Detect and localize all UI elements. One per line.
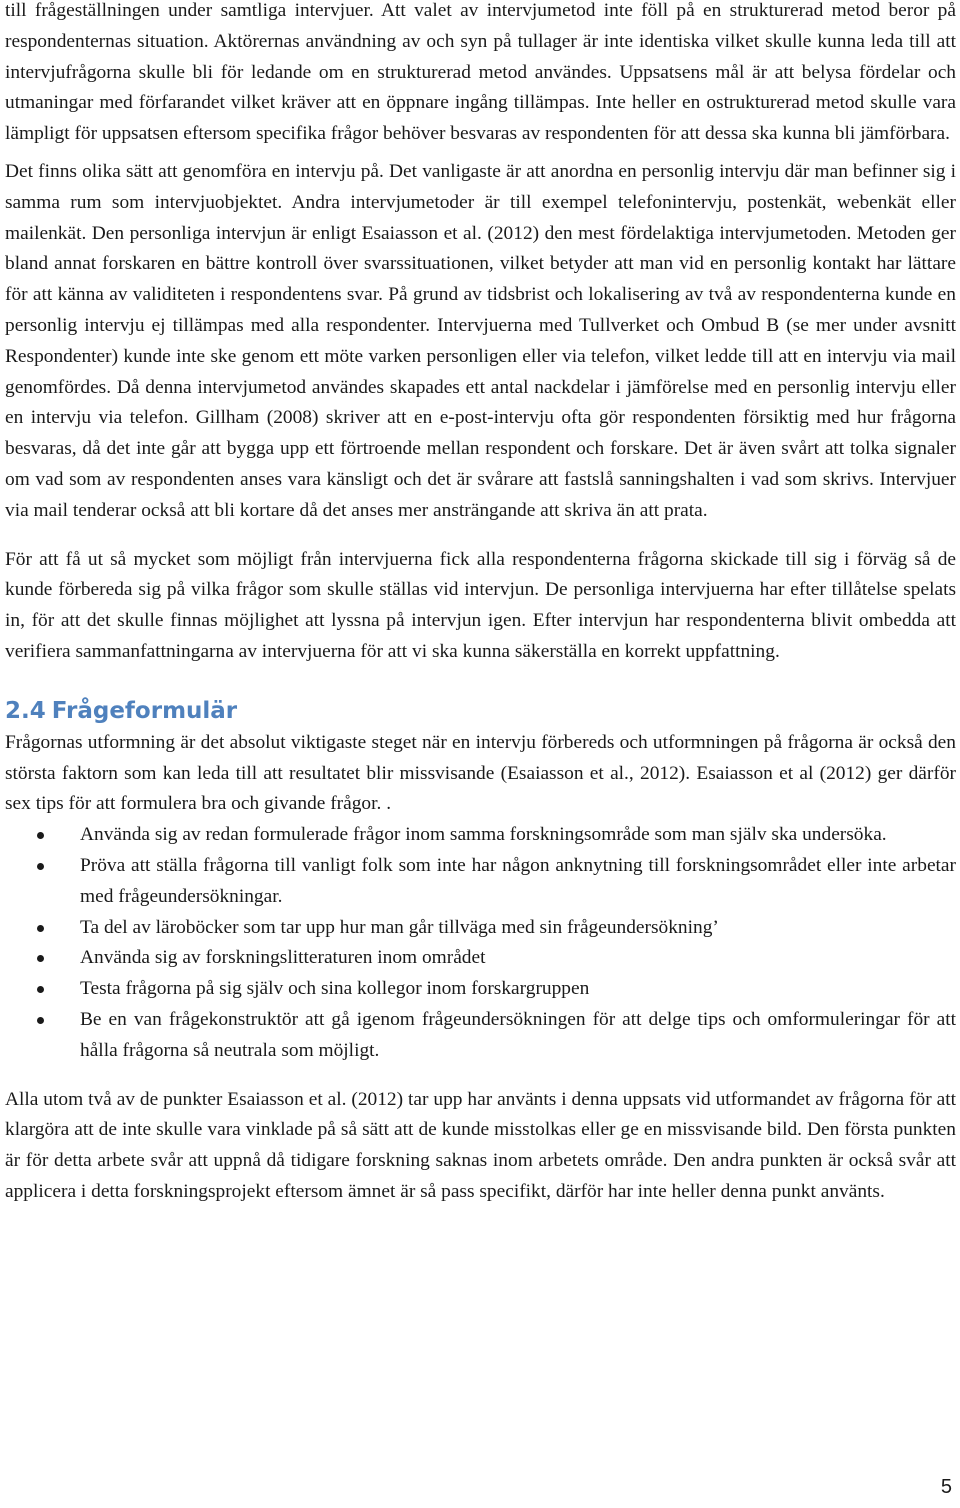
bullet-icon [37, 955, 44, 962]
section-title: Frågeformulär [51, 697, 238, 724]
list-item: Använda sig av redan formulerade frågor inom samma forskningsområde som man själv ska undersöka. [5, 820, 956, 851]
bullet-icon [37, 863, 44, 870]
list-item: Be en van frågekonstruktör att gå igenom frågeundersökningen för att delge tips och omformuleringar för att hålla frågorna så neutrala som möjligt. [5, 1005, 956, 1067]
list-item: Pröva att ställa frågorna till vanligt folk som inte har någon anknytning till forskningsområdet eller inte arbetar med frågeundersökningar. [5, 851, 956, 913]
section-intro-paragraph: Frågornas utformning är det absolut viktigaste steget när en intervju förbereds och utformningen på frågorna är också den största faktorn som kan leda till att resultatet blir missvisande (Esaiasson et al., 2012). Esaiasson et al (2012) ger därför sex tips för att formulera bra och givande frågor. . [5, 731, 956, 815]
list-item: Använda sig av forskningslitteraturen inom området [5, 943, 956, 974]
bullet-icon [37, 832, 44, 839]
section-heading [5, 696, 956, 726]
section-number: 2.4 [5, 697, 46, 724]
list-item: Testa frågorna på sig själv och sina kollegor inom forskargruppen [5, 974, 956, 1005]
paragraph-interview-types: Det finns olika sätt att genomföra en intervju på. Det vanligaste är att anordna en personlig intervju där man befinner sig i samma rum som intervjuobjektet. Andra intervjumetoder är till exempel telefonintervju, postenkät, webenkät eller mailenkät. Den personliga intervjun är enligt Esaiasson et al. (2012) den mest fördelaktiga intervjumetoden. Metoden ger bland annat forskaren en bättre kontroll över svarssituationen, vilket betyder att man vid en personlig kontakt har lättare för att känna av validiteten i respondentens svar. På grund av tidsbrist och lokalisering av två av respondenterna kunde en personlig intervju ej tillämpas med alla respondenter. Intervjuerna med Tullverket och Ombud B (se mer under avsnitt Respondenter) kunde inte ske genom ett möte varken personligen eller via telefon, vilket ledde till att en intervju via mail genomfördes. Då denna intervjumetod användes skapades ett antal nackdelar i jämförelse med en personlig intervju eller en intervju via telefon. Gillham (2008) skriver att en e-post-intervju ofta gör respondenten försiktig med hur frågorna besvaras, då det inte går att bygga upp ett förtroende mellan respondent och forskare. Det är även svårt att tolka signaler om vad som av respondenten anses vara känsligt och det är svårare att fastslå sanningshalten i vad som skrivs. Intervjuer via mail tenderar också att bli kortare då det anses mer ansträngande att skriva än att prata. [5, 160, 956, 521]
list-item: Ta del av läroböcker som tar upp hur man går tillväga med sin frågeundersökning’ [5, 913, 956, 944]
paragraph-interview-preparation: För att få ut så mycket som möjligt från intervjuerna fick alla respondenterna frågorna skickade till sig i förväg så de kunde förbereda sig på vilka frågor som skulle ställas vid intervjun. De personliga intervjuerna har efter tillåtelse spelats in, för att det skulle finnas möjlighet att lyssna på intervjun igen. Efter intervjun har respondenterna blivit ombedda att verifiera sammanfattningarna av intervjuerna för att vi ska kunna säkerställa en korrekt uppfattning. [5, 548, 956, 662]
bullet-icon [37, 925, 44, 932]
page-number: 5 [940, 1476, 952, 1498]
page-content [5, 0, 956, 1208]
tips-list [5, 820, 956, 1066]
closing-paragraph: Alla utom två av de punkter Esaiasson et al. (2012) tar upp har använts i denna uppsats vid utformandet av frågorna för att klargöra att de inte skulle vara vinklade på så sätt att de kunde misstolkas eller ge en missvisande bild. Den första punkten är för detta arbete svår att uppnå då tidigare forskning saknas inom arbetets område. Den andra punkten är också svår att applicera i detta forskningsprojekt eftersom ämnet är så pass specifikt, därför har inte heller denna punkt använts. [5, 1088, 956, 1202]
paragraph-interview-method: till frågeställningen under samtliga intervjuer. Att valet av intervjumetod inte föll på en strukturerad metod beror på respondenternas situation. Aktörernas användning av och syn på tullager är inte identiska vilket skulle kunna leda till att intervjufrågorna skulle bli för ledande om en strukturerad metod användes. Uppsatsens mål är att belysa fördelar och utmaningar med förfarandet vilket kräver att en öppnare ingång tillämpas. Inte heller en ostrukturerad metod skulle vara lämpligt för uppsatsen eftersom specifika frågor behöver besvaras av respondenten för att dessa ska kunna bli jämförbara. [5, 0, 956, 145]
bullet-icon [37, 986, 44, 993]
bullet-icon [37, 1017, 44, 1024]
